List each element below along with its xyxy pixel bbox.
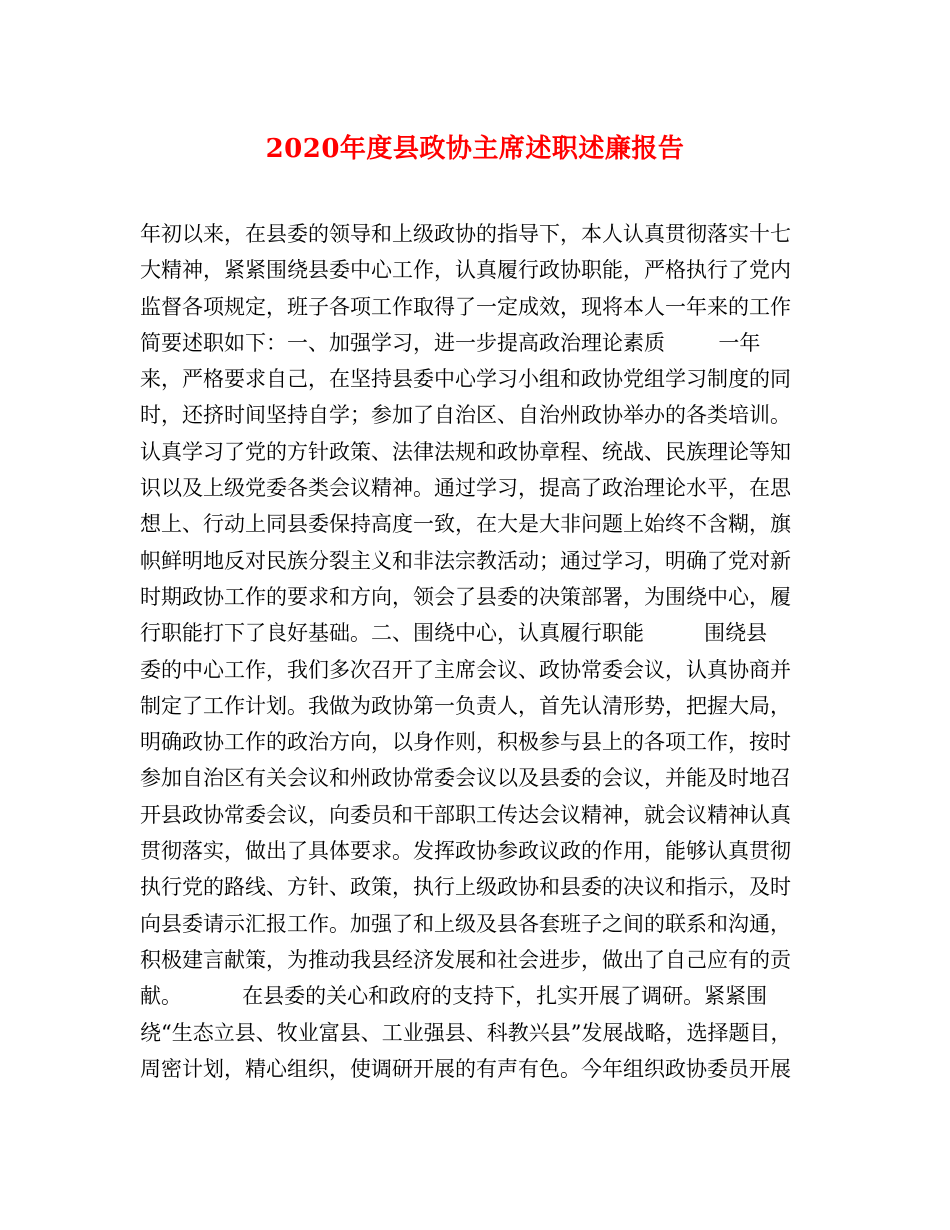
text-line: 制定了工作计划。我做为政协第一负责人，首先认清形势，把握大局， [140,693,791,718]
text-line: 委的中心工作，我们多次召开了主席会议、政协常委会议，认真协商并 [140,657,791,682]
text-line: 想上、行动上同县委保持高度一致，在大是大非问题上始终不含糊，旗 [140,512,791,537]
text-line: 年初以来，在县委的领导和上级政协的指导下，本人认真贯彻落实十七 [140,222,791,246]
text-line: 帜鲜明地反对民族分裂主义和非法宗教活动；通过学习，明确了党对新 [140,548,791,573]
text-line: 监督各项规定，班子各项工作取得了一定成效，现将本人一年来的工作 [140,294,791,319]
text-line: 时，还挤时间坚持自学；参加了自治区、自治州政协举办的各类培训。 [140,403,791,428]
text-line: 执行党的路线、方针、政策，执行上级政协和县委的决议和指示，及时 [140,875,791,900]
text-line: 时期政协工作的要求和方向，领会了县委的决策部署，为围绕中心，履 [140,584,791,609]
text-line: 积极建言献策，为推动我县经济发展和社会进步，做出了自己应有的贡 [140,947,791,972]
text-line: 识以及上级党委各类会议精神。通过学习，提高了政治理论水平，在思 [140,476,791,501]
text-line: 献。 在县委的关心和政府的支持下，扎实开展了调研。紧紧围 [140,984,768,1009]
text-line: 简要述职如下：一、加强学习，进一步提高政治理论素质 一年 [140,330,761,355]
text-line: 贯彻落实，做出了具体要求。发挥政协参政议政的作用，能够认真贯彻 [140,839,791,864]
text-line: 行职能打下了良好基础。二、围绕中心，认真履行职能 围绕县 [140,621,768,646]
text-line: 来，严格要求自己，在坚持县委中心学习小组和政协党组学习制度的同 [140,367,791,392]
body-text [140,216,820,1087]
text-line: 明确政协工作的政治方向，以身作则，积极参与县上的各项工作，按时 [140,730,791,755]
text-line: 开县政协常委会议，向委员和干部职工传达会议精神，就会议精神认真 [140,802,791,827]
text-line: 向县委请示汇报工作。加强了和上级及县各套班子之间的联系和沟通， [140,911,791,936]
text-line: 参加自治区有关会议和州政协常委会议以及县委的会议，并能及时地召 [140,766,791,791]
text-line: 周密计划，精心组织，使调研开展的有声有色。今年组织政协委员开展 [140,1056,791,1081]
text-line: 认真学习了党的方针政策、法律法规和政协章程、统战、民族理论等知 [140,439,791,464]
page-title: 2020年度县政协主席述职述廉报告 [265,134,685,164]
text-line: 绕“生态立县、牧业富县、工业强县、科教兴县”发展战略，选择题目， [140,1020,792,1045]
text-line: 大精神，紧紧围绕县委中心工作，认真履行政协职能，严格执行了党内 [140,258,791,283]
